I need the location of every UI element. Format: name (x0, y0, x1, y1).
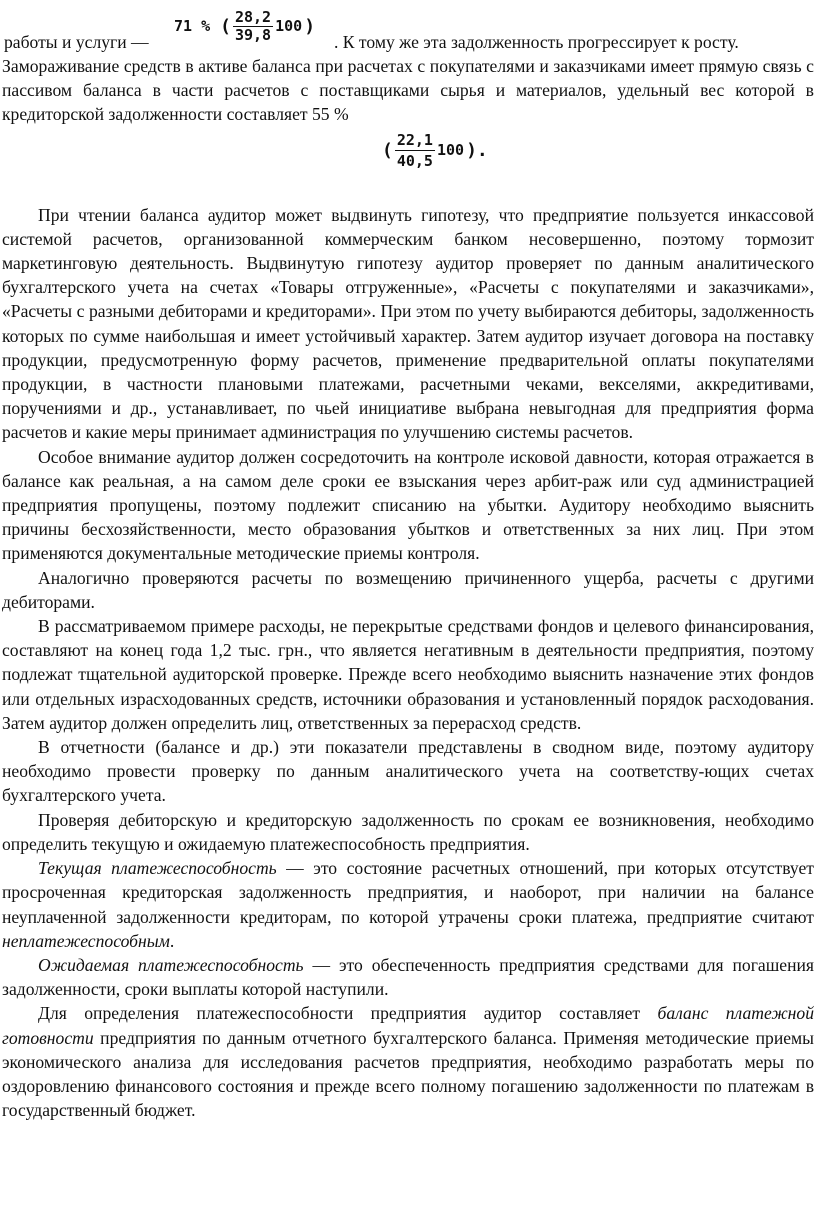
current-solvency-text: — это состояние расчетных отношений, при которых отсутствует просроченная кредиторская задолженность предприятия, и наоборот, при наличии на балансе неуплаченной задолженности кредиторам, по которой утрачены сроки платежа, предприятие считают (2, 858, 814, 927)
formula1-close-paren: ) (304, 15, 316, 37)
term-expected-solvency: Ожидаемая платежеспособность (38, 954, 304, 975)
paragraph-readiness-balance (2, 1001, 814, 1122)
paragraph-intro: Замораживание средств в активе баланса при расчетах с покупателями и заказчиками имеет прямую связь с пассивом баланса в части расчетов с поставщиками сырья и материалов, удельный вес которой в кредиторской задолженности составляет 55 % (2, 56, 814, 125)
formula1-open-paren: ( (220, 15, 231, 37)
formula1-tail-text: . К тому же эта задолженность прогрессирует к росту. (334, 32, 739, 52)
paragraph-expected-solvency (2, 953, 814, 1001)
readiness-balance-after: предприятия по данным отчетного бухгалтерского баланса. Применяя методические приемы экономического анализа для исследования расчетов предприятия, необходимо разработать меры по оздоровлению финансового состояния и прежде всего полному погашению задолженности по платежам в государственный бюджет. (2, 1027, 814, 1121)
paragraph-damage: Аналогично проверяются расчеты по возмещению причиненного ущерба, расчеты с другими дебиторами. (2, 567, 814, 612)
term-insolvent: неплатежеспособным (2, 930, 170, 951)
formula1-numerator: 28,2 (234, 8, 272, 26)
formula1-fraction (233, 10, 273, 43)
formula-line-2 (2, 127, 814, 173)
formula2-denominator: 40,5 (396, 151, 433, 170)
formula2-numerator: 22,1 (396, 130, 433, 149)
formula1-denominator: 39,8 (234, 26, 272, 44)
formula2-fraction (395, 131, 435, 170)
section-spacer (2, 173, 814, 203)
formula1-lead-text: работы и услуги — (4, 32, 149, 52)
current-solvency-end: . (169, 930, 175, 951)
formula1-percent: 71 % (174, 17, 211, 35)
formula2-expression (382, 131, 488, 170)
formula1-multiplier: 100 (275, 17, 303, 35)
paragraph-solvency-check: Проверяя дебиторскую и кредиторскую задолженность по срокам ее возникновения, необходимо определить текущую и ожидаемую платежеспособность предприятия. (2, 809, 814, 854)
paragraph-current-solvency (2, 856, 814, 953)
paragraph-reporting: В отчетности (балансе и др.) эти показатели представлены в сводном виде, поэтому аудитору необходимо провести проверку по данным аналитического учета на соответству-ющих счетах бухгалтерского учета. (2, 737, 814, 806)
formula-line-1 (2, 0, 814, 54)
paragraph-expenses: В рассматриваемом примере расходы, не перекрытые средствами фондов и целевого финансирования, составляют на конец года 1,2 тыс. грн., что является негативным в деятельности предприятия, поэтому подлежат тщательной аудиторской проверке. Прежде всего необходимо выяснить назначение этих фондов или отдельных израсходованных средств, источники образования и установленный порядок расходования. Затем аудитор должен определить лиц, ответственных за перерасход средств. (2, 616, 814, 733)
formula1-expression (174, 10, 315, 43)
expected-solvency-text: — это обеспеченность предприятия средствами для погашения задолженности, сроки выплаты которой наступили. (2, 954, 814, 1000)
term-readiness-balance: баланс платежной готовности (2, 1003, 815, 1048)
formula2-multiplier: 100 (436, 141, 465, 160)
paragraph-limitation: Особое внимание аудитор должен сосредоточить на контроле исковой давности, которая отражается в балансе как реальная, а на самом деле сроки ее взыскания через арбит-раж или суд администрацией предприятия пропущены, поэтому подлежит списанию на убытки. Аудитору необходимо выяснить причины бесхозяйственности, место образования убытков и ответственных за них лиц. При этом применяются документальные методические приемы контроля. (2, 446, 814, 564)
readiness-balance-before: Для определения платежеспособности предприятия аудитор составляет (38, 1003, 658, 1024)
paragraph-hypothesis: При чтении баланса аудитор может выдвинуть гипотезу, что предприятие пользуется инкассовой системой расчетов, организованной коммерческим банком несовершенно, поэтому тормозит маркетинговую деятельность. Выдвинутую гипотезу аудитор проверяет по данным аналитического бухгалтерского учета на счетах «Товары отгруженные», «Расчеты с покупателями и заказчиками», «Расчеты с разными дебиторами и кредиторами». При этом по учету выбираются дебиторы, задолженность которых по сумме наибольшая и имеет устойчивый характер. Затем аудитор изучает договора на поставку продукции, предусмотренную форму расчетов, применение предварительной оплаты покупателями продукции, в частности плановыми платежами, расчетными чеками, векселями, аккредитивами, поручениями и др., устанавливает, по чьей инициативе выбрана невыгодная для предприятия форма расчетов и какие меры принимает администрация по улучшению системы расчетов. (2, 204, 814, 443)
formula2-close-paren: ). (466, 139, 488, 161)
term-current-solvency: Текущая платежеспособность (38, 858, 277, 879)
formula2-open-paren: ( (382, 139, 393, 161)
